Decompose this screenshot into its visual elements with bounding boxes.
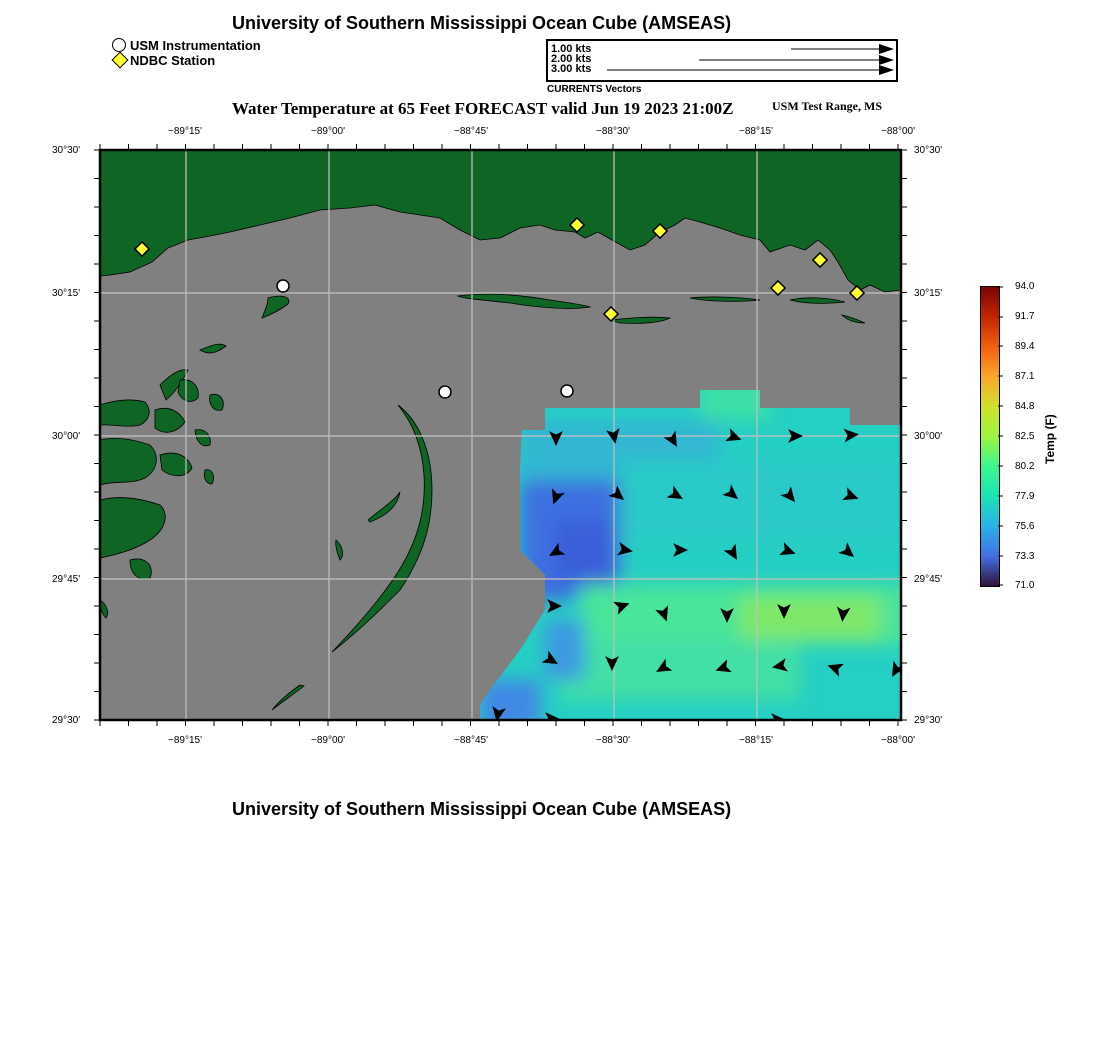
lat-tick-right: 30°30' bbox=[914, 145, 943, 156]
lon-tick-bottom: −88°30' bbox=[596, 735, 630, 746]
lon-tick-top: −88°45' bbox=[454, 126, 488, 137]
usm-legend-label: USM Instrumentation bbox=[130, 38, 261, 53]
vector-key-label: 2.00 kts bbox=[551, 53, 592, 65]
vector-key-label: 1.00 kts bbox=[551, 43, 592, 55]
colorbar-label: 82.5 bbox=[1015, 431, 1035, 442]
colorbar-label: 87.1 bbox=[1015, 371, 1035, 382]
lon-tick-bottom: −88°00' bbox=[881, 735, 915, 746]
colorbar-ticks bbox=[998, 286, 1008, 588]
lon-tick-top: −88°30' bbox=[596, 126, 630, 137]
colorbar-title: Temp (F) bbox=[1043, 414, 1057, 464]
lat-tick-right: 30°00' bbox=[914, 431, 943, 442]
usm-marker bbox=[561, 385, 573, 397]
lon-tick-top: −88°00' bbox=[881, 126, 915, 137]
usm-marker bbox=[277, 280, 289, 292]
lon-tick-top: −88°15' bbox=[739, 126, 773, 137]
temperature-field bbox=[470, 380, 910, 730]
lon-tick-bottom: −88°15' bbox=[739, 735, 773, 746]
colorbar-label: 91.7 bbox=[1015, 311, 1035, 322]
lat-tick-right: 29°45' bbox=[914, 574, 943, 585]
lat-tick-left: 30°30' bbox=[52, 145, 81, 156]
colorbar-label: 80.2 bbox=[1015, 461, 1035, 472]
lon-tick-top: −89°15' bbox=[168, 126, 202, 137]
temperature-colorbar bbox=[980, 286, 1000, 587]
vector-key-caption: CURRENTS Vectors bbox=[547, 84, 642, 95]
lat-tick-left: 30°15' bbox=[52, 288, 81, 299]
lat-tick-left: 29°30' bbox=[52, 715, 81, 726]
map-region: USM Test Range, MS bbox=[772, 99, 883, 113]
colorbar-label: 77.9 bbox=[1015, 491, 1035, 502]
lat-tick-right: 30°15' bbox=[914, 288, 943, 299]
lat-tick-left: 30°00' bbox=[52, 431, 81, 442]
usm-marker bbox=[439, 386, 451, 398]
lat-tick-left: 29°45' bbox=[52, 574, 81, 585]
colorbar-label: 75.6 bbox=[1015, 521, 1035, 532]
lon-tick-bottom: −89°15' bbox=[168, 735, 202, 746]
lon-tick-top: −89°00' bbox=[311, 126, 345, 137]
colorbar-label: 84.8 bbox=[1015, 401, 1035, 412]
lon-tick-bottom: −88°45' bbox=[454, 735, 488, 746]
colorbar-label: 73.3 bbox=[1015, 551, 1035, 562]
map-title: Water Temperature at 65 Feet FORECAST valid Jun 19 2023 21:00Z bbox=[232, 99, 734, 118]
lat-tick-right: 29°30' bbox=[914, 715, 943, 726]
colorbar-label: 89.4 bbox=[1015, 341, 1035, 352]
ndbc-legend-label: NDBC Station bbox=[130, 53, 216, 68]
lon-tick-bottom: −89°00' bbox=[311, 735, 345, 746]
main-title: University of Southern Mississippi Ocean Cube (AMSEAS) bbox=[232, 13, 732, 33]
colorbar-label: 94.0 bbox=[1015, 281, 1035, 292]
vector-key-label: 3.00 kts bbox=[551, 63, 592, 75]
colorbar-label: 71.0 bbox=[1015, 580, 1035, 591]
footer-title: University of Southern Mississippi Ocean Cube (AMSEAS) bbox=[232, 799, 732, 819]
